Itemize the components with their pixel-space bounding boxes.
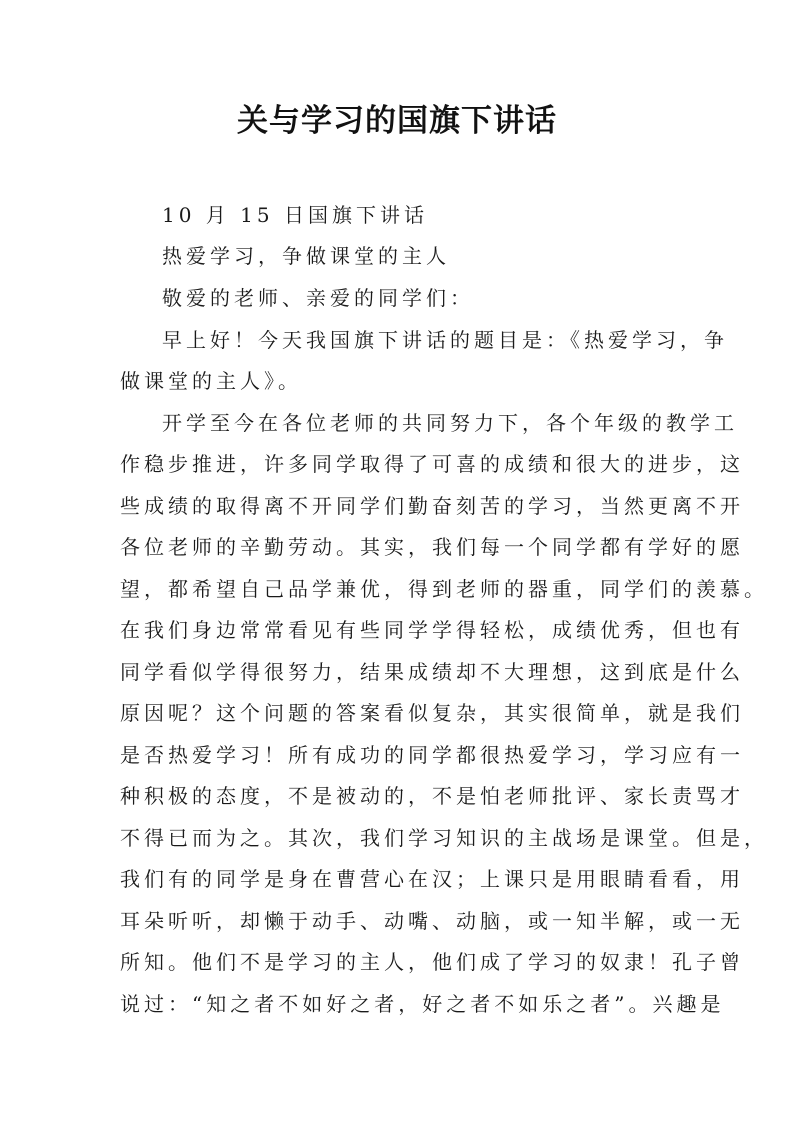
text-line: 原因呢？这个问题的答案看似复杂，其实很简单，就是我们 — [120, 701, 744, 725]
text-line: 是否热爱学习！所有成功的同学都很热爱学习，学习应有一 — [120, 743, 744, 767]
text-line: 在我们身边常常看见有些同学学得轻松，成绩优秀，但也有 — [120, 618, 744, 642]
text-line: 同学看似学得很努力，结果成绩却不大理想，这到底是什么 — [120, 660, 744, 684]
text-line: 作稳步推进，许多同学取得了可喜的成绩和很大的进步，这 — [120, 452, 744, 476]
text-line: 早上好！今天我国旗下讲话的题目是：《热爱学习，争 — [162, 328, 728, 352]
text-line: 做课堂的主人》。 — [120, 369, 302, 393]
text-line: 种积极的态度，不是被动的，不是怕老师批评、家长责骂才 — [120, 784, 744, 808]
text-line-greeting: 敬爱的老师、亲爱的同学们： — [162, 286, 474, 310]
text-line: 开学至今在各位老师的共同努力下，各个年级的教学工 — [162, 411, 738, 435]
text-line: 说过：“知之者不如好之者，好之者不如乐之者”。兴趣是 — [120, 992, 725, 1016]
text-line: 各位老师的辛勤劳动。其实，我们每一个同学都有学好的愿 — [120, 535, 744, 559]
text-line-subtitle: 热爱学习，争做课堂的主人 — [162, 244, 450, 268]
text-line: 不得已而为之。其次，我们学习知识的主战场是课堂。但是， — [120, 826, 768, 850]
text-line-date: 10 月 15 日国旗下讲话 — [162, 203, 428, 227]
text-line: 些成绩的取得离不开同学们勤奋刻苦的学习，当然更离不开 — [120, 494, 744, 518]
text-line: 望，都希望自己品学兼优，得到老师的器重，同学们的羡慕。 — [120, 577, 768, 601]
document-title: 关与学习的国旗下讲话 — [237, 103, 557, 139]
text-line: 所知。他们不是学习的主人，他们成了学习的奴隶！孔子曾 — [120, 950, 744, 974]
text-line: 耳朵听听，却懒于动手、动嘴、动脑，或一知半解，或一无 — [120, 909, 744, 933]
text-line: 我们有的同学是身在曹营心在汉；上课只是用眼睛看看，用 — [120, 867, 744, 891]
